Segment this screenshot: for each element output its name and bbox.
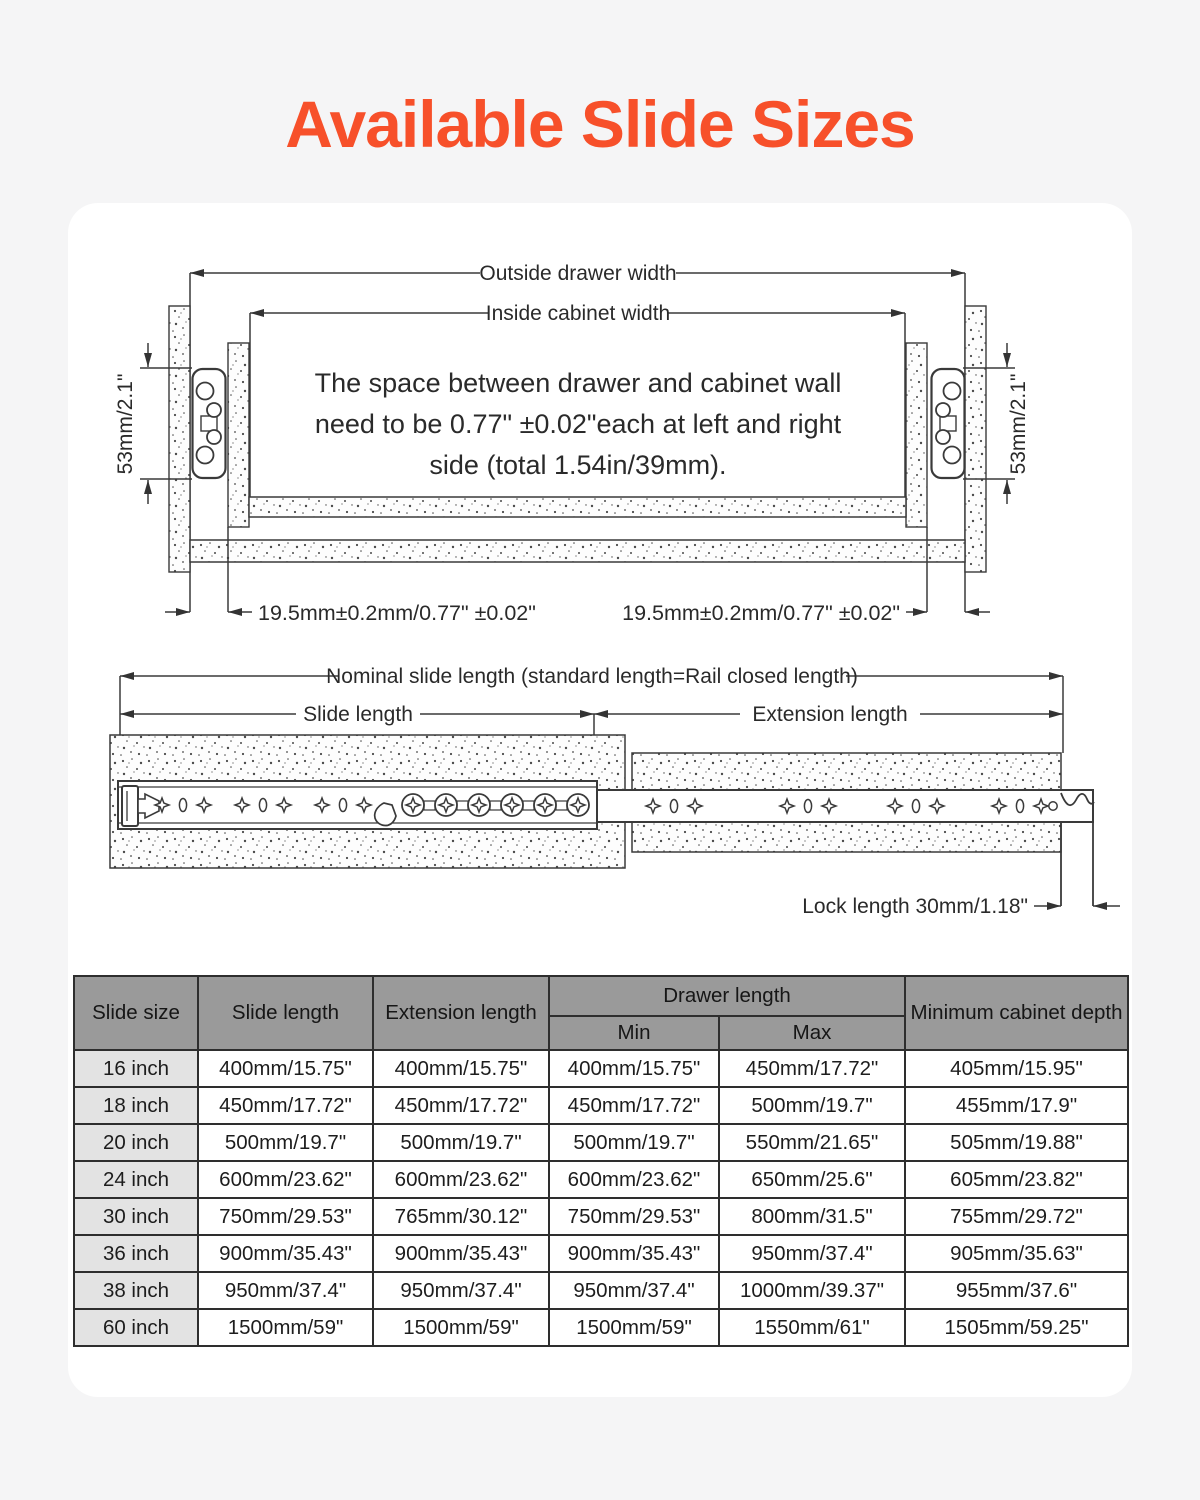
cell-drawer-min: 450mm/17.72" [549, 1087, 719, 1124]
cell-drawer-min: 600mm/23.62" [549, 1161, 719, 1198]
inside-cabinet-width-label: Inside cabinet width [485, 302, 671, 325]
left-drawer-wall [228, 343, 249, 527]
cell-drawer-max: 1000mm/39.37" [719, 1272, 905, 1309]
cell-extension-length: 500mm/19.7" [373, 1124, 549, 1161]
cell-slide-length: 950mm/37.4" [198, 1272, 373, 1309]
slide-cross-section-left [193, 369, 226, 478]
cell-drawer-min: 400mm/15.75" [549, 1050, 719, 1087]
table-row [74, 1309, 1128, 1346]
col-header-min: Min [549, 1016, 719, 1050]
disconnect-lever [375, 803, 396, 826]
slide-length-diagram [68, 653, 1132, 983]
col-header-max: Max [719, 1016, 905, 1050]
cell-slide-length: 1500mm/59" [198, 1309, 373, 1346]
table-header-row-1 [74, 976, 1128, 1016]
cell-extension-length: 400mm/15.75" [373, 1050, 549, 1087]
gap-left-label: 19.5mm±0.2mm/0.77" ±0.02" [258, 601, 536, 625]
cell-drawer-max: 800mm/31.5" [719, 1198, 905, 1235]
cell-drawer-max: 450mm/17.72" [719, 1050, 905, 1087]
slide-length-label: Slide length [303, 703, 413, 726]
cell-slide-length: 400mm/15.75" [198, 1050, 373, 1087]
cell-extension-length: 900mm/35.43" [373, 1235, 549, 1272]
clearance-note-line2: need to be 0.77" ±0.02"each at left and right [314, 409, 842, 439]
cell-size: 36 inch [74, 1235, 198, 1272]
table-row [74, 1272, 1128, 1309]
extended-rail [597, 790, 1094, 822]
cell-slide-length: 500mm/19.7" [198, 1124, 373, 1161]
cell-drawer-max: 950mm/37.4" [719, 1235, 905, 1272]
right-cabinet-wall [965, 306, 986, 572]
cell-drawer-min: 900mm/35.43" [549, 1235, 719, 1272]
cell-drawer-max: 500mm/19.7" [719, 1087, 905, 1124]
cell-cabinet-depth: 905mm/35.63" [905, 1235, 1128, 1272]
table-row [74, 1198, 1128, 1235]
cell-cabinet-depth: 755mm/29.72" [905, 1198, 1128, 1235]
outside-drawer-width-label: Outside drawer width [479, 262, 677, 285]
cell-cabinet-depth: 955mm/37.6" [905, 1272, 1128, 1309]
cell-drawer-min: 750mm/29.53" [549, 1198, 719, 1235]
cell-size: 38 inch [74, 1272, 198, 1309]
cell-size: 20 inch [74, 1124, 198, 1161]
page-title: Available Slide Sizes [285, 87, 915, 161]
cell-cabinet-depth: 405mm/15.95" [905, 1050, 1128, 1087]
cell-cabinet-depth: 455mm/17.9" [905, 1087, 1128, 1124]
slide-cross-section-right [932, 369, 965, 478]
cell-cabinet-depth: 505mm/19.88" [905, 1124, 1128, 1161]
cell-slide-length: 600mm/23.62" [198, 1161, 373, 1198]
left-cabinet-wall [169, 306, 190, 572]
cell-size: 60 inch [74, 1309, 198, 1346]
cell-extension-length: 600mm/23.62" [373, 1161, 549, 1198]
gap-right-label: 19.5mm±0.2mm/0.77" ±0.02" [622, 601, 900, 625]
clearance-note-line3: side (total 1.54in/39mm). [429, 450, 727, 480]
cell-size: 16 inch [74, 1050, 198, 1087]
cell-drawer-max: 650mm/25.6" [719, 1161, 905, 1198]
extension-length-label: Extension length [752, 703, 908, 726]
table-row [74, 1161, 1128, 1198]
cell-extension-length: 765mm/30.12" [373, 1198, 549, 1235]
cell-drawer-min: 950mm/37.4" [549, 1272, 719, 1309]
cell-slide-length: 900mm/35.43" [198, 1235, 373, 1272]
lock-length-label: Lock length 30mm/1.18" [802, 895, 1028, 918]
table-row [74, 1124, 1128, 1161]
rail-height-left-label: 53mm/2.1" [114, 373, 137, 475]
cell-drawer-min: 500mm/19.7" [549, 1124, 719, 1161]
rail-height-right-label: 53mm/2.1" [1007, 373, 1030, 475]
cell-slide-length: 750mm/29.53" [198, 1198, 373, 1235]
cell-extension-length: 1500mm/59" [373, 1309, 549, 1346]
cell-drawer-max: 550mm/21.65" [719, 1124, 905, 1161]
clearance-note-line1: The space between drawer and cabinet wall [314, 368, 842, 398]
cabinet-bottom-panel [190, 540, 965, 562]
cell-drawer-max: 1550mm/61" [719, 1309, 905, 1346]
cell-size: 30 inch [74, 1198, 198, 1235]
cell-drawer-min: 1500mm/59" [549, 1309, 719, 1346]
cell-slide-length: 450mm/17.72" [198, 1087, 373, 1124]
cell-size: 24 inch [74, 1161, 198, 1198]
cell-size: 18 inch [74, 1087, 198, 1124]
drawer-bottom-panel [249, 497, 906, 517]
col-header-extension-length: Extension length [373, 976, 549, 1050]
cell-cabinet-depth: 605mm/23.82" [905, 1161, 1128, 1198]
cell-extension-length: 950mm/37.4" [373, 1272, 549, 1309]
col-header-min-cabinet-depth: Minimum cabinet depth [905, 976, 1128, 1050]
content-panel [68, 203, 1132, 1397]
table-row [74, 1087, 1128, 1124]
col-header-slide-size: Slide size [74, 976, 198, 1050]
right-drawer-wall [906, 343, 927, 527]
table-row [74, 1235, 1128, 1272]
clearance-note [315, 368, 842, 480]
cell-extension-length: 450mm/17.72" [373, 1087, 549, 1124]
nominal-length-label: Nominal slide length (standard length=Rail closed length) [326, 665, 858, 688]
cell-cabinet-depth: 1505mm/59.25" [905, 1309, 1128, 1346]
col-header-drawer-length: Drawer length [549, 976, 905, 1016]
col-header-slide-length: Slide length [198, 976, 373, 1050]
clearance-diagram [68, 203, 1132, 653]
slide-size-table [73, 975, 1129, 1347]
table-row [74, 1050, 1128, 1087]
